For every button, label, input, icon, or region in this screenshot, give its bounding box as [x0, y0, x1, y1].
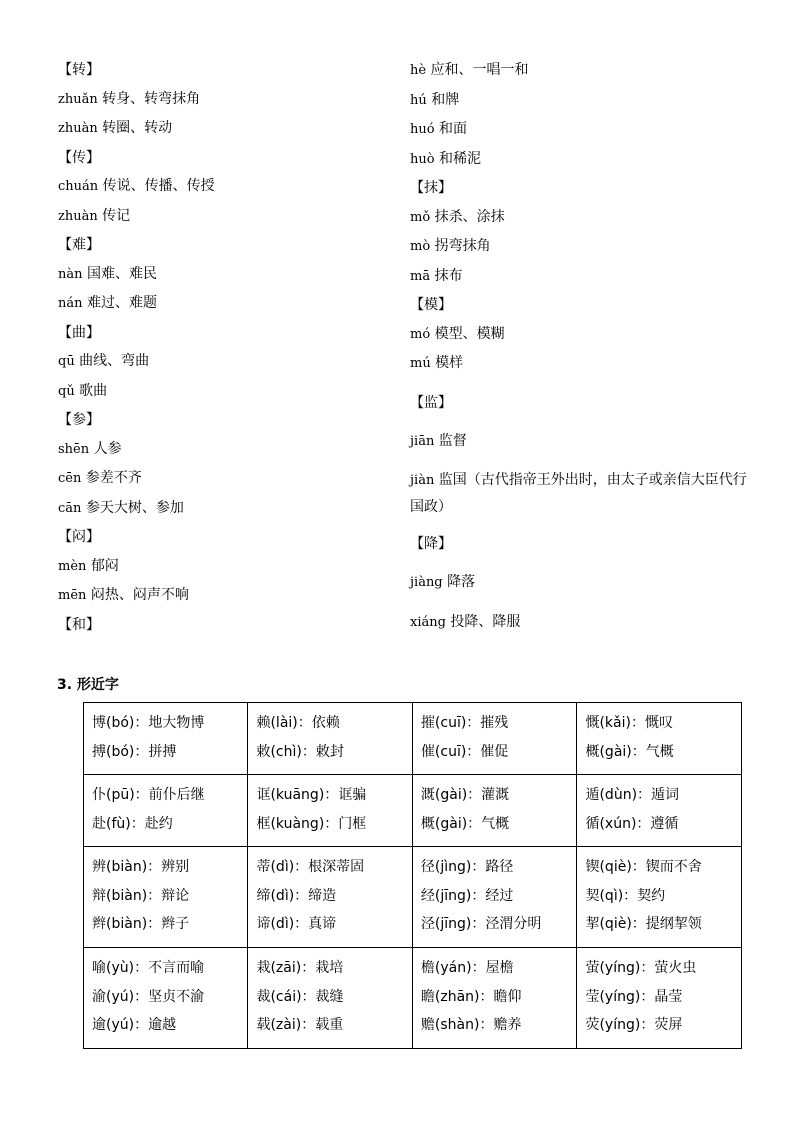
pronunciation-entry — [410, 115, 750, 145]
similar-character-entry: 概(gài)：气概 — [585, 743, 674, 760]
similar-characters-table — [83, 702, 742, 1049]
pronunciation-entry — [58, 260, 378, 290]
similar-character-entry: 概(gài)：气概 — [420, 815, 510, 832]
pronunciation-entry — [410, 203, 750, 233]
character-heading: 【降】 — [410, 535, 452, 552]
table-cell — [84, 948, 248, 1049]
pronunciation-entry — [58, 435, 378, 465]
example-words: 监督 — [434, 433, 467, 449]
example-words: 歌曲 — [74, 382, 108, 399]
similar-character-entry: 径(jìng)：路径 — [420, 859, 514, 875]
table-cell — [84, 703, 248, 775]
similar-character-entry: 辨(biàn)：辨别 — [92, 859, 190, 875]
similar-character-entry: 辫(biàn)：辫子 — [92, 916, 190, 932]
table-cell — [412, 775, 577, 847]
example-words: 转圈、转动 — [97, 120, 173, 136]
pinyin: xiáng — [410, 614, 446, 630]
pronunciation-entry — [58, 172, 378, 202]
table-cell — [84, 775, 248, 847]
example-words: 投降、降服 — [445, 613, 521, 630]
pronunciation-entry — [410, 86, 750, 116]
similar-character-entry: 博(bó)：地大物博 — [92, 715, 205, 731]
pinyin: jiān — [410, 434, 435, 449]
character-heading: 【传】 — [58, 149, 100, 166]
example-words: 曲线、弯曲 — [74, 353, 150, 369]
similar-character-entry: 循(xún)：遵循 — [585, 815, 679, 832]
example-words: 参天大树、参加 — [81, 499, 184, 516]
example-words: 传记 — [97, 207, 131, 224]
table-cell — [248, 775, 412, 847]
example-words: 抹杀、涂抹 — [430, 208, 505, 225]
pronunciation-entry — [58, 581, 378, 611]
table-cell — [412, 948, 577, 1049]
pronunciation-entry — [58, 114, 378, 144]
example-words: 模型、模糊 — [430, 325, 505, 342]
similar-character-entry: 溉(gài)：灌溉 — [420, 787, 510, 803]
example-words: 监国（古代指帝王外出时，由太子或亲信大臣代行国政） — [410, 471, 747, 515]
pinyin: zhuàn — [58, 121, 98, 136]
example-words: 转身、转弯抹角 — [97, 90, 201, 107]
pinyin: cēn — [58, 471, 82, 486]
pronunciation-entry — [58, 377, 378, 407]
pinyin: nàn — [58, 266, 83, 282]
table-cell — [248, 703, 412, 775]
pronunciation-entry — [410, 262, 750, 292]
character-heading: 【闷】 — [58, 529, 100, 545]
pronunciation-entry — [410, 56, 750, 86]
example-words: 和面 — [434, 121, 468, 137]
example-words: 郁闷 — [86, 557, 119, 574]
character-heading: 【参】 — [58, 412, 100, 428]
pronunciation-entry — [410, 145, 750, 175]
pronunciation-entry — [410, 232, 750, 262]
table-cell — [412, 847, 577, 948]
example-words: 和稀泥 — [434, 150, 482, 167]
section-title: 3. 形近字 — [57, 677, 119, 693]
similar-character-entry: 遁(dùn)：遁词 — [585, 787, 680, 803]
example-words: 闷热、闷声不响 — [86, 587, 189, 603]
table-cell — [84, 847, 248, 948]
similar-character-entry: 蒂(dì)：根深蒂固 — [256, 859, 365, 875]
example-words: 难过、难题 — [82, 295, 157, 311]
pinyin: jiàng — [410, 575, 443, 590]
table-cell — [577, 948, 742, 1049]
similar-character-entry: 逾(yú)：逾越 — [92, 1017, 177, 1033]
pinyin: cān — [58, 500, 82, 516]
character-heading: 【抹】 — [410, 180, 452, 196]
pronunciation-entry — [410, 349, 750, 379]
pronunciation-entry — [58, 85, 378, 115]
similar-character-entry: 慨(kǎi)：慨叹 — [585, 715, 673, 731]
table-row — [84, 775, 742, 847]
similar-character-entry: 泾(jīng)：泾渭分明 — [420, 916, 542, 932]
table-cell — [577, 703, 742, 775]
similar-character-entry: 檐(yán)：屋檐 — [420, 960, 514, 976]
pinyin: mò — [410, 239, 431, 254]
right-polyphone-column — [410, 56, 750, 637]
example-words: 传说、传播、传授 — [98, 178, 215, 194]
similar-character-entry: 谛(dì)：真谛 — [256, 916, 337, 932]
character-heading: 【和】 — [58, 616, 100, 633]
similar-character-entry: 载(zài)：载重 — [256, 1017, 344, 1033]
pinyin: qǔ — [58, 383, 75, 399]
pinyin: mèn — [58, 558, 87, 574]
pinyin: huò — [410, 151, 435, 167]
pinyin: mó — [410, 326, 431, 342]
similar-character-entry: 搏(bó)：拼搏 — [92, 743, 177, 760]
similar-character-entry: 喻(yù)：不言而喻 — [92, 960, 205, 976]
pronunciation-entry — [410, 568, 750, 598]
similar-character-entry: 栽(zāi)：栽培 — [256, 960, 344, 976]
similar-character-entry: 经(jīng)：经过 — [420, 887, 514, 904]
pronunciation-entry — [58, 552, 378, 582]
table-row — [84, 703, 742, 775]
pronunciation-entry — [58, 494, 378, 524]
pinyin: mēn — [58, 588, 87, 603]
table-cell — [577, 775, 742, 847]
example-words: 和牌 — [426, 91, 460, 108]
character-heading: 【转】 — [58, 62, 100, 78]
example-words: 拐弯抹角 — [430, 238, 491, 254]
pinyin: zhuǎn — [58, 91, 98, 107]
pinyin: huó — [410, 122, 435, 137]
pinyin: nán — [58, 296, 83, 311]
similar-character-entry: 瞻(zhān)：瞻仰 — [420, 988, 522, 1005]
example-words: 模样 — [430, 355, 464, 371]
pronunciation-entry — [58, 347, 378, 377]
pronunciation-entry — [58, 202, 378, 232]
example-words: 抹布 — [430, 267, 463, 284]
example-words: 国难、难民 — [82, 265, 157, 282]
similar-character-entry: 荧(yíng)：荧屏 — [585, 1017, 683, 1033]
similar-character-entry: 赴(fù)：赴约 — [92, 815, 173, 832]
similar-character-entry: 裁(cái)：裁缝 — [256, 988, 344, 1005]
example-words: 人参 — [89, 440, 122, 457]
similar-character-entry: 锲(qiè)：锲而不舍 — [585, 859, 702, 875]
pinyin: hú — [410, 92, 427, 108]
table-row — [84, 948, 742, 1049]
similar-character-entry: 契(qì)：契约 — [585, 887, 666, 904]
pronunciation-entry — [410, 467, 750, 520]
pronunciation-entry — [410, 427, 750, 457]
table-cell — [248, 847, 412, 948]
pinyin: qū — [58, 354, 75, 369]
character-heading: 【曲】 — [58, 324, 100, 341]
character-heading: 【难】 — [58, 237, 100, 253]
pinyin: zhuàn — [58, 208, 98, 224]
similar-character-entry: 诓(kuāng)：诓骗 — [256, 787, 367, 803]
pinyin: hè — [410, 63, 427, 78]
pinyin: jiàn — [410, 472, 435, 488]
similar-character-entry: 渝(yú)：坚贞不渝 — [92, 988, 205, 1005]
example-words: 降落 — [442, 574, 476, 590]
similar-character-entry: 缔(dì)：缔造 — [256, 887, 337, 904]
pinyin: shēn — [58, 441, 90, 457]
character-heading: 【模】 — [410, 297, 452, 313]
example-words: 应和、一唱一和 — [426, 62, 529, 78]
similar-character-entry: 赖(lài)：依赖 — [256, 715, 340, 731]
pronunciation-entry — [410, 608, 750, 638]
pronunciation-entry — [410, 320, 750, 350]
pinyin: mǒ — [410, 209, 431, 225]
similar-character-entry: 挈(qiè)：提纲挈领 — [585, 916, 702, 932]
similar-character-entry: 仆(pū)：前仆后继 — [92, 787, 205, 803]
character-heading: 【监】 — [410, 394, 452, 411]
table-cell — [248, 948, 412, 1049]
similar-character-entry: 摧(cuī)：摧残 — [420, 715, 509, 731]
table-cell — [577, 847, 742, 948]
similar-character-entry: 萤(yíng)：萤火虫 — [585, 960, 697, 976]
similar-character-entry: 催(cuī)：催促 — [420, 743, 509, 760]
similar-character-entry: 辩(biàn)：辩论 — [92, 887, 190, 904]
example-words: 参差不齐 — [81, 470, 142, 486]
left-polyphone-column — [58, 56, 378, 639]
similar-character-entry: 敕(chì)：敕封 — [256, 743, 344, 760]
similar-character-entry: 框(kuàng)：门框 — [256, 815, 367, 832]
pinyin: mú — [410, 356, 431, 371]
similar-character-entry: 莹(yíng)：晶莹 — [585, 988, 683, 1005]
pinyin: chuán — [58, 179, 99, 194]
table-cell — [412, 703, 577, 775]
pronunciation-entry — [58, 289, 378, 319]
pronunciation-entry — [58, 464, 378, 494]
pinyin: mā — [410, 268, 431, 284]
table-row — [84, 847, 742, 948]
similar-character-entry: 赡(shàn)：赡养 — [420, 1017, 522, 1033]
